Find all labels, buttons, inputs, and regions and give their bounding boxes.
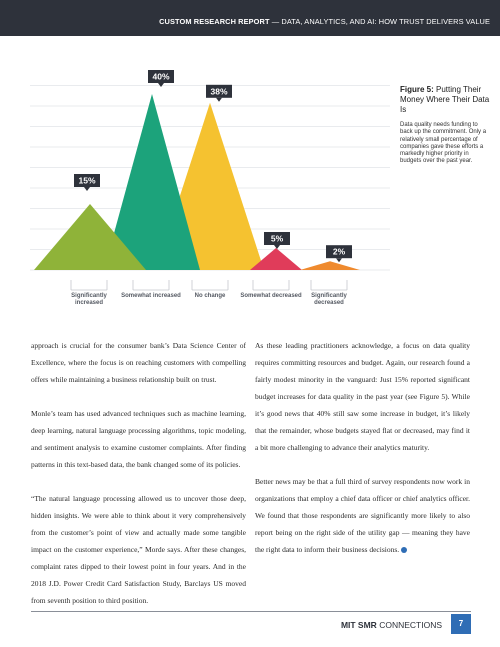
category-bracket <box>253 280 289 290</box>
category-label: No change <box>194 293 226 299</box>
footer-brand <box>341 620 442 630</box>
brand-bold: MIT SMR <box>340 620 377 630</box>
category-bracket <box>71 280 107 290</box>
paragraph: As these leading practitioners acknowledge, a focus on data quality requires committing resources and budget. Again, our research found a fairly modest minority in the vanguard: Just 15% reported significant budget increases for data quality in the past year (see Figure 5). While it’s good news that 40% still saw some increase in budget, it’s likely that the remainder, whose budgets stayed flat or decreased, may find it a bit more challenging to advance their analytics maturity. <box>255 341 470 452</box>
svg-text:5%: 5% <box>270 233 284 244</box>
value-label <box>326 245 352 262</box>
figure-title <box>400 85 490 115</box>
category-label: Significantly decreased <box>311 293 347 306</box>
value-label <box>206 85 232 102</box>
paragraph-text: Better news may be that a full third of survey respondents now work in organizations that employ a chief data officer or chief analytics officer. We found that those respondents are significantly more likely to also report being on the right side of the utility gap — meaning they have the right data to inform their business decisions. <box>255 477 470 554</box>
page-number: 7 <box>451 614 471 634</box>
category-bracket <box>133 280 169 290</box>
category-label: Somewhat decreased <box>240 293 302 299</box>
header-section: CUSTOM RESEARCH REPORT <box>159 17 270 26</box>
header-subtitle: DATA, ANALYTICS, AND AI: HOW TRUST DELIVERS VALUE <box>281 17 490 26</box>
paragraph: “The natural language processing allowed us to uncover those deep, hidden insights. We were able to think about it very comprehensively from the customer’s point of view and actually made some tangible impact on the customer experience,” Morde says. After these changes, complaint rates dipped to their lowest point in four years. And in the 2018 J.D. Power Credit Card Satisfaction Study, Barclays US moved from seventh position to third position. <box>31 494 246 605</box>
footer-rule <box>31 611 471 612</box>
header-separator: — <box>269 17 282 26</box>
category-bracket <box>192 280 228 290</box>
svg-text:15%: 15% <box>78 175 96 186</box>
figure-label: Figure 5: <box>400 85 434 94</box>
svg-text:2%: 2% <box>332 246 346 257</box>
body-column-left <box>31 337 246 626</box>
category-label: Somewhat increased <box>121 293 181 299</box>
value-label <box>148 70 174 87</box>
value-label <box>74 174 100 191</box>
end-of-article-icon <box>401 547 407 553</box>
svg-text:38%: 38% <box>210 86 228 97</box>
body-column-right <box>255 337 470 575</box>
brand-rest: CONNECTIONS <box>376 620 442 630</box>
value-label <box>264 232 290 249</box>
figure-description: Data quality needs funding to back up the commitment. Only a relatively small percentage of companies gave these efforts a markedly higher priority in budgets over the past year. <box>400 122 487 165</box>
paragraph <box>255 473 470 558</box>
paragraph: Monle’s team has used advanced techniques such as machine learning, deep learning, natural language processing algorithms, topic modeling, and sentiment analysis to examine customer complaints. After finding patterns in this text-based data, the bank changed some of its policies. <box>31 409 246 469</box>
figure-title-text: Putting Their Money Where Their Data Is <box>400 85 490 114</box>
paragraph: approach is crucial for the consumer bank’s Data Science Center of Excellence, where the focus is on reaching customers with compelling offers while maintaining a business relationship built on trust. <box>31 341 246 384</box>
category-label: Significantly increased <box>71 293 107 306</box>
category-bracket <box>311 280 347 290</box>
chart-peak <box>300 261 360 270</box>
svg-text:40%: 40% <box>152 71 170 82</box>
